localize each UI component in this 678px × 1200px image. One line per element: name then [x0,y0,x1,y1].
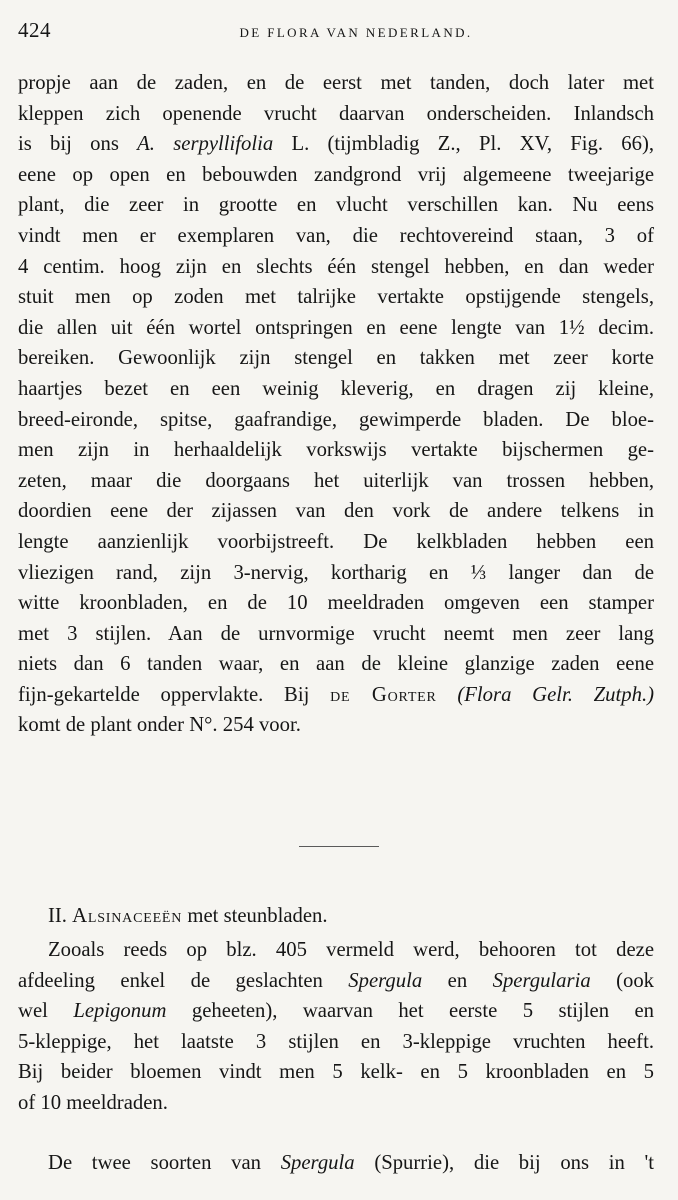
text-line: of 10 meeldraden. [18,1091,168,1114]
text-fragment: De twee soorten van [48,1152,261,1174]
text-line: met 3 stijlen. Aan de urnvormige vrucht neemt men zeer lang [18,622,654,645]
text-fragment: L. (tijmbladig Z., Pl. XV, Fig. 66), [291,133,655,156]
text-line: die allen uit één wortel ontspringen en eene lengte van 1½ decim. [18,316,654,339]
author-name: de Gorter [330,683,437,706]
text-fragment: en [447,969,468,992]
text-line: vindt men er exemplaren van, die rechtovereind staan, 3 of [18,224,654,247]
text-line: breed-eironde, spitse, gaafrandige, gewimperde bladen. De bloe- [18,408,654,431]
text-line: zeten, maar die doorgaans het uiterlijk van trossen hebben, [18,469,654,492]
text-fragment: (Spurrie), die bij ons in 't [374,1152,654,1174]
text-line: 4 centim. hoog zijn en slechts één stengel hebben, en dan weder [18,255,654,278]
genus-name: Spergula [348,969,423,992]
text-line: plant, die zeer in grootte en vlucht verschillen kan. Nu eens [18,194,654,217]
genus-name: Spergularia [492,969,591,992]
text-line: lengte aanzienlijk voorbijstreeft. De kelkbladen hebben een [18,530,654,553]
text-line: propje aan de zaden, en de eerst met tanden, doch later met [18,72,654,94]
text-line [18,129,654,160]
page-number: 424 [18,18,51,42]
text-line: niets dan 6 tanden waar, en aan de kleine glanzige zaden eene [18,653,654,676]
text-line [18,680,654,711]
running-title: DE FLORA VAN NEDERLAND. [239,25,473,40]
paragraph-arenaria [18,68,654,741]
text-fragment: geheeten), waarvan het eerste 5 stijlen en [191,1000,655,1023]
text-line: Bij beider bloemen vindt men 5 kelk- en 5 kroonbladen en 5 [18,1061,654,1084]
text-line: eene op open en bebouwden zandgrond vrij algemeene tweejarige [18,163,654,186]
section-subtitle: met steunbladen. [187,905,328,927]
section-heading [48,905,328,928]
species-name: A. serpyllifolia [137,133,274,156]
text-line: Zooals reeds op blz. 405 vermeld werd, behooren tot deze [48,939,654,961]
text-line: komt de plant onder N°. 254 voor. [18,714,301,737]
text-fragment: is bij ons [18,133,119,156]
section-numeral: II. [48,905,67,927]
text-line: doordien eene der zijassen van den vork de andere telkens in [18,500,654,523]
text-line [18,966,654,997]
text-line [18,1148,654,1179]
text-line: witte kroonbladen, en de 10 meeldraden omgeven een stamper [18,592,654,615]
text-fragment: afdeeling enkel de geslachten [18,969,323,992]
text-fragment: fijn-gekartelde oppervlakte. Bij [18,683,310,706]
genus-name: Spergula [280,1152,355,1174]
text-line: bereiken. Gewoonlijk zijn stengel en takken met zeer korte [18,347,654,370]
text-line: kleppen zich openende vrucht daarvan onderscheiden. Inlandsch [18,102,654,125]
text-line: stuit men op zoden met talrijke vertakte opstijgende stengels, [18,286,654,309]
text-line: 5-kleppige, het laatste 3 stijlen en 3-kleppige vruchten heeft. [18,1030,654,1053]
paragraph-spergula [18,1148,654,1179]
text-fragment: wel [18,1000,48,1023]
text-fragment: (ook [616,969,655,992]
genus-name: Lepigonum [73,1000,167,1023]
page-header [18,18,656,48]
section-name: Alsinaceeën [72,905,183,927]
text-line: haartjes bezet en een weinig kleverig, en dragen zij kleine, [18,377,654,400]
text-line: men zijn in herhaaldelijk vorkswijs vertakte bijschermen ge- [18,439,654,462]
paragraph-alsinaceae [18,935,654,1119]
text-line: vliezigen rand, zijn 3-nervig, kortharig en ⅓ langer dan de [18,561,654,584]
work-title: (Flora Gelr. Zutph.) [457,683,655,706]
text-line [18,996,654,1027]
section-divider [299,846,379,847]
